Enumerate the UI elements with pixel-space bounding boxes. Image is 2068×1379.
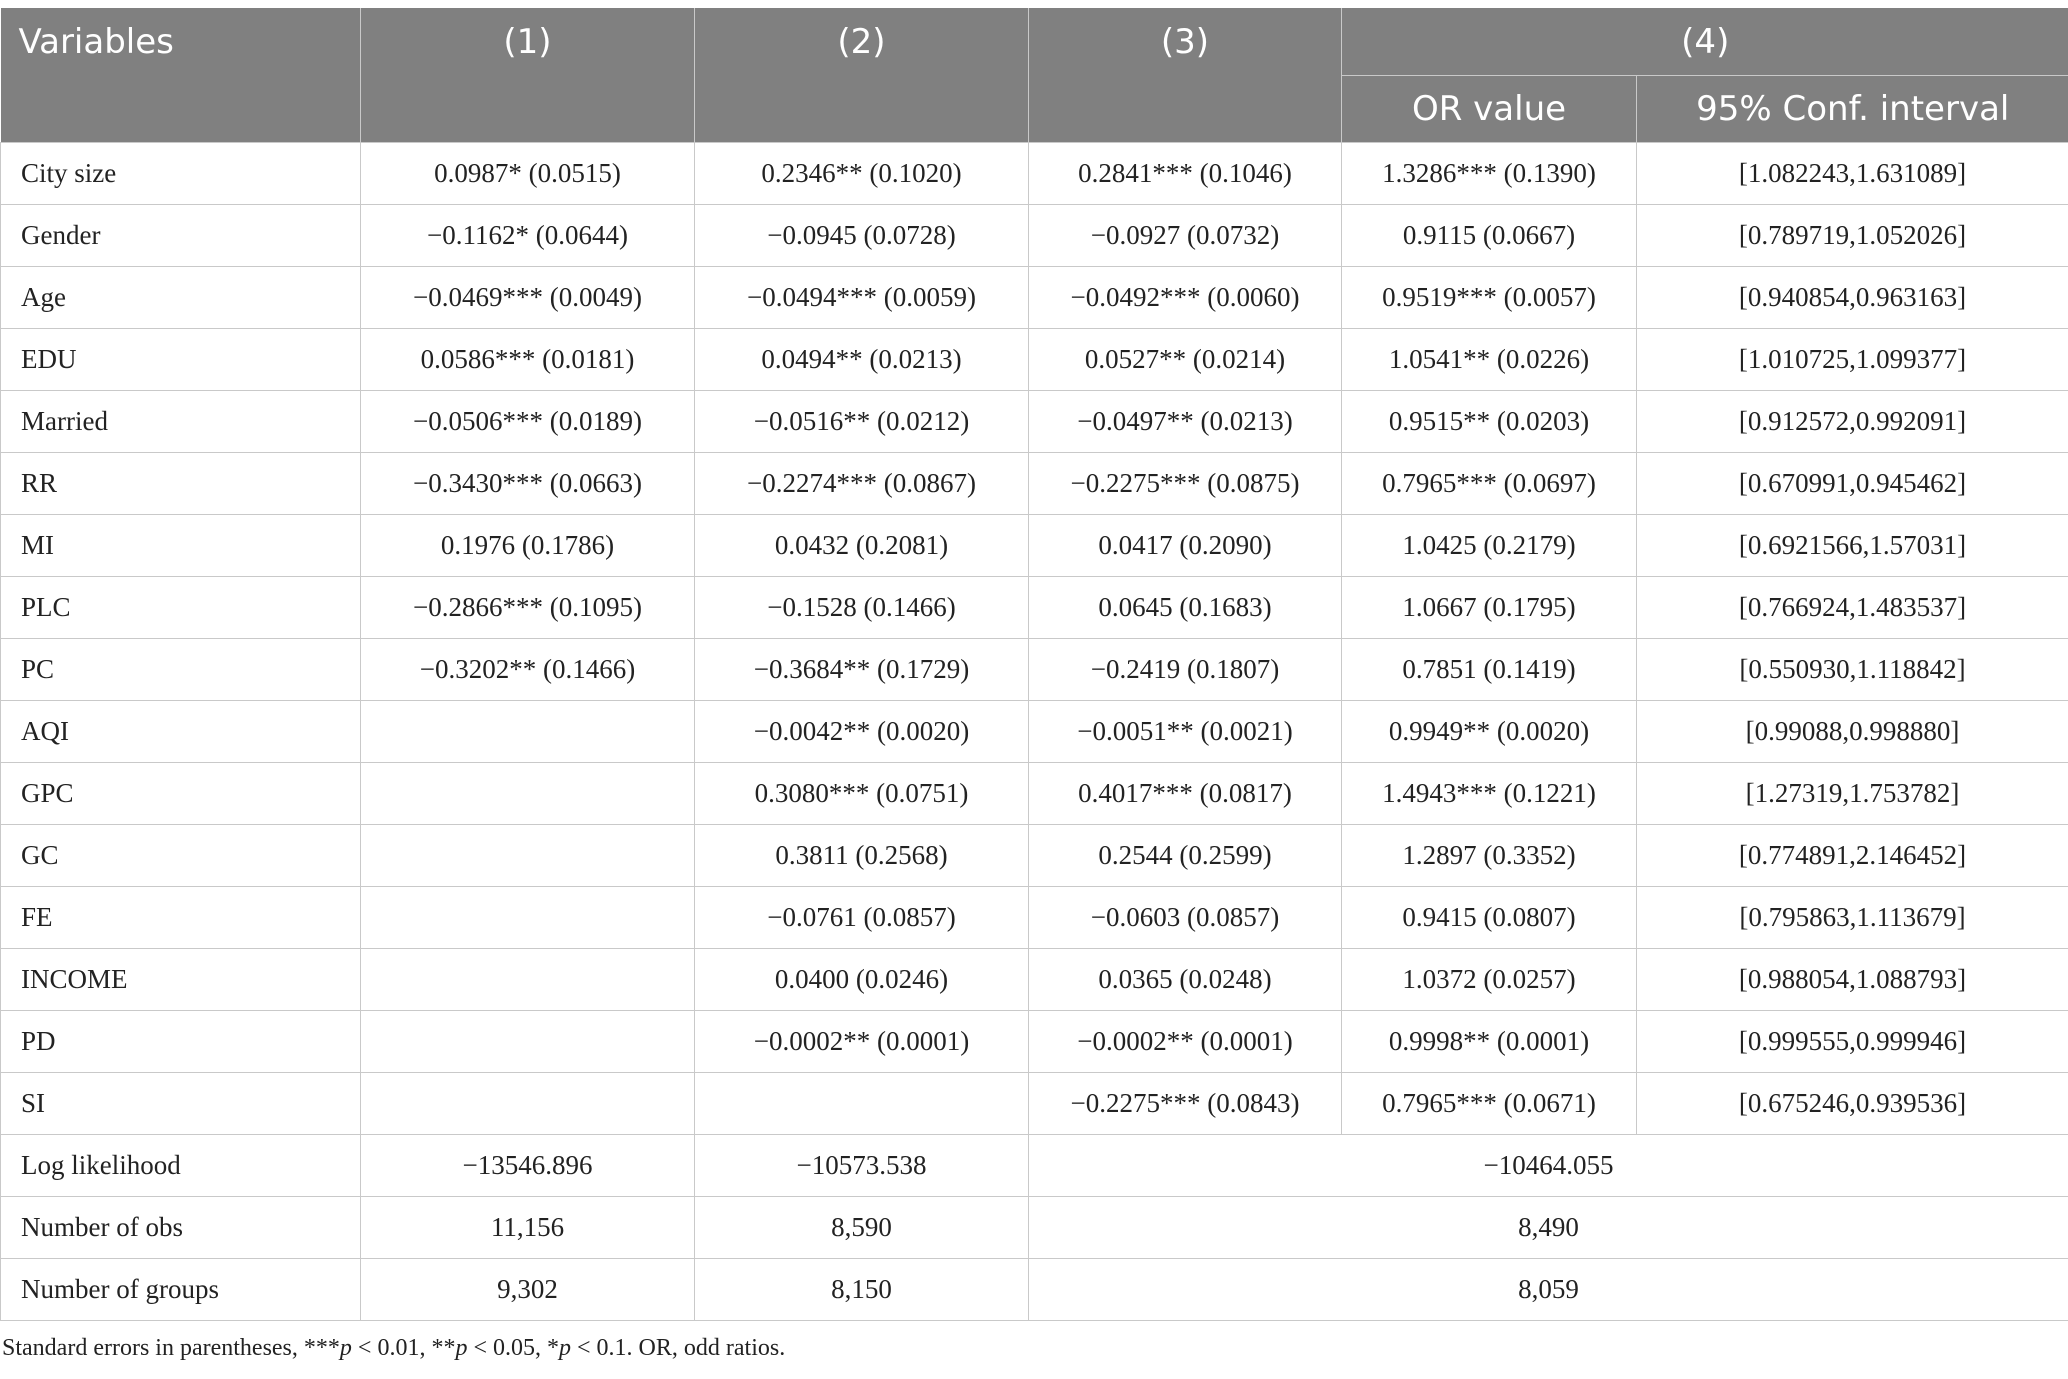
stat-label: Log likelihood [1,1135,361,1197]
cell-model-3: −0.0603 (0.0857) [1029,887,1342,949]
cell-or-value: 0.9515** (0.0203) [1342,391,1637,453]
cell-conf-interval: [0.766924,1.483537] [1637,577,2068,639]
cell-model-2: −0.1528 (0.1466) [695,577,1029,639]
row-variable: AQI [1,701,361,763]
cell-model-2: −0.0945 (0.0728) [695,205,1029,267]
header-col-3: (3) [1029,8,1342,143]
cell-or-value: 1.0667 (0.1795) [1342,577,1637,639]
cell-model-2: 0.0494** (0.0213) [695,329,1029,391]
cell-conf-interval: [1.010725,1.099377] [1637,329,2068,391]
cell-model-3: 0.0417 (0.2090) [1029,515,1342,577]
cell-or-value: 0.9998** (0.0001) [1342,1011,1637,1073]
cell-conf-interval: [0.912572,0.992091] [1637,391,2068,453]
table-row [1,391,2068,453]
cell-or-value: 0.9115 (0.0667) [1342,205,1637,267]
cell-or-value: 0.9519*** (0.0057) [1342,267,1637,329]
footnote-part-3: < 0.05, * [467,1335,559,1361]
cell-conf-interval: [1.27319,1.753782] [1637,763,2068,825]
cell-model-1: −0.2866*** (0.1095) [361,577,695,639]
cell-model-2: −0.2274*** (0.0867) [695,453,1029,515]
table-row [1,143,2068,205]
regression-table-container [0,8,2068,1362]
cell-model-1: −0.0506*** (0.0189) [361,391,695,453]
footnote-p-italic: p [455,1335,468,1361]
cell-model-1 [361,701,695,763]
cell-model-3: −0.0497** (0.0213) [1029,391,1342,453]
stat-model-2: −10573.538 [695,1135,1029,1197]
table-header [1,8,2068,143]
cell-or-value: 0.9949** (0.0020) [1342,701,1637,763]
footnote-part-2: < 0.01, ** [351,1335,456,1361]
table-row [1,453,2068,515]
cell-model-1: 0.0987* (0.0515) [361,143,695,205]
cell-model-3: 0.0645 (0.1683) [1029,577,1342,639]
table-row [1,1073,2068,1135]
row-variable: PC [1,639,361,701]
row-variable: MI [1,515,361,577]
row-variable: Age [1,267,361,329]
table-row [1,825,2068,887]
cell-or-value: 1.0541** (0.0226) [1342,329,1637,391]
row-variable: Gender [1,205,361,267]
row-variable: EDU [1,329,361,391]
stat-label: Number of groups [1,1259,361,1321]
cell-or-value: 0.9415 (0.0807) [1342,887,1637,949]
cell-model-1: −0.1162* (0.0644) [361,205,695,267]
table-row [1,701,2068,763]
row-variable: PD [1,1011,361,1073]
cell-model-3: 0.2544 (0.2599) [1029,825,1342,887]
table-footnote [0,1335,2068,1362]
cell-model-3: −0.0927 (0.0732) [1029,205,1342,267]
stat-model-3-4: 8,490 [1029,1197,2068,1259]
cell-model-2: −0.0042** (0.0020) [695,701,1029,763]
cell-conf-interval: [0.795863,1.113679] [1637,887,2068,949]
table-row [1,763,2068,825]
cell-model-3: 0.0527** (0.0214) [1029,329,1342,391]
table-row [1,887,2068,949]
cell-model-1: −0.3202** (0.1466) [361,639,695,701]
cell-conf-interval: [0.670991,0.945462] [1637,453,2068,515]
cell-or-value: 0.7965*** (0.0671) [1342,1073,1637,1135]
cell-model-3: −0.2419 (0.1807) [1029,639,1342,701]
stats-row [1,1197,2068,1259]
stats-row [1,1135,2068,1197]
table-row [1,205,2068,267]
header-variables: Variables [1,8,361,143]
cell-model-1 [361,763,695,825]
row-variable: FE [1,887,361,949]
row-variable: Married [1,391,361,453]
cell-or-value: 1.4943*** (0.1221) [1342,763,1637,825]
cell-model-3: −0.2275*** (0.0843) [1029,1073,1342,1135]
cell-conf-interval: [0.988054,1.088793] [1637,949,2068,1011]
cell-model-2: −0.0516** (0.0212) [695,391,1029,453]
footnote-p-italic: p [559,1335,571,1361]
cell-conf-interval: [0.999555,0.999946] [1637,1011,2068,1073]
cell-conf-interval: [0.940854,0.963163] [1637,267,2068,329]
cell-model-2 [695,1073,1029,1135]
cell-model-3: 0.4017*** (0.0817) [1029,763,1342,825]
footnote-part-1: Standard errors in parentheses, *** [2,1335,340,1361]
table-row [1,949,2068,1011]
cell-model-1 [361,887,695,949]
footnote-part-4: < 0.1. OR, odd ratios. [571,1335,786,1361]
row-variable: GC [1,825,361,887]
cell-model-2: −0.3684** (0.1729) [695,639,1029,701]
cell-model-2: 0.3080*** (0.0751) [695,763,1029,825]
header-col-2: (2) [695,8,1029,143]
header-conf-interval: 95% Conf. interval [1637,76,2068,143]
cell-conf-interval: [1.082243,1.631089] [1637,143,2068,205]
stats-row [1,1259,2068,1321]
cell-or-value: 0.7851 (0.1419) [1342,639,1637,701]
stat-model-2: 8,150 [695,1259,1029,1321]
cell-model-1 [361,825,695,887]
footnote-p-italic: p [339,1335,352,1361]
row-variable: City size [1,143,361,205]
cell-model-3: −0.2275*** (0.0875) [1029,453,1342,515]
cell-model-1: −0.3430*** (0.0663) [361,453,695,515]
stat-model-1: 9,302 [361,1259,695,1321]
table-row [1,577,2068,639]
cell-model-2: 0.3811 (0.2568) [695,825,1029,887]
header-col-1: (1) [361,8,695,143]
stat-model-3-4: 8,059 [1029,1259,2068,1321]
cell-model-1 [361,949,695,1011]
cell-or-value: 1.0372 (0.0257) [1342,949,1637,1011]
cell-conf-interval: [0.6921566,1.57031] [1637,515,2068,577]
cell-model-3: −0.0002** (0.0001) [1029,1011,1342,1073]
stat-model-3-4: −10464.055 [1029,1135,2068,1197]
cell-model-2: 0.2346** (0.1020) [695,143,1029,205]
cell-conf-interval: [0.789719,1.052026] [1637,205,2068,267]
cell-model-1: 0.0586*** (0.0181) [361,329,695,391]
header-or-value: OR value [1342,76,1637,143]
row-variable: INCOME [1,949,361,1011]
cell-conf-interval: [0.675246,0.939536] [1637,1073,2068,1135]
cell-model-2: 0.0432 (0.2081) [695,515,1029,577]
row-variable: SI [1,1073,361,1135]
cell-or-value: 1.3286*** (0.1390) [1342,143,1637,205]
table-row [1,515,2068,577]
cell-model-2: 0.0400 (0.0246) [695,949,1029,1011]
cell-conf-interval: [0.99088,0.998880] [1637,701,2068,763]
table-body [1,143,2068,1321]
stat-model-2: 8,590 [695,1197,1029,1259]
regression-table [0,8,2068,1321]
row-variable: RR [1,453,361,515]
cell-model-2: −0.0002** (0.0001) [695,1011,1029,1073]
cell-conf-interval: [0.550930,1.118842] [1637,639,2068,701]
table-row [1,267,2068,329]
cell-model-2: −0.0761 (0.0857) [695,887,1029,949]
cell-model-3: 0.0365 (0.0248) [1029,949,1342,1011]
cell-model-1: 0.1976 (0.1786) [361,515,695,577]
cell-or-value: 1.2897 (0.3352) [1342,825,1637,887]
cell-conf-interval: [0.774891,2.146452] [1637,825,2068,887]
cell-model-3: 0.2841*** (0.1046) [1029,143,1342,205]
stat-model-1: 11,156 [361,1197,695,1259]
cell-model-2: −0.0494*** (0.0059) [695,267,1029,329]
row-variable: GPC [1,763,361,825]
stat-model-1: −13546.896 [361,1135,695,1197]
row-variable: PLC [1,577,361,639]
table-row [1,329,2068,391]
cell-model-1 [361,1011,695,1073]
cell-model-3: −0.0051** (0.0021) [1029,701,1342,763]
header-col-4: (4) [1342,8,2068,76]
stat-label: Number of obs [1,1197,361,1259]
cell-model-3: −0.0492*** (0.0060) [1029,267,1342,329]
table-row [1,639,2068,701]
cell-model-1 [361,1073,695,1135]
cell-model-1: −0.0469*** (0.0049) [361,267,695,329]
cell-or-value: 0.7965*** (0.0697) [1342,453,1637,515]
table-row [1,1011,2068,1073]
cell-or-value: 1.0425 (0.2179) [1342,515,1637,577]
